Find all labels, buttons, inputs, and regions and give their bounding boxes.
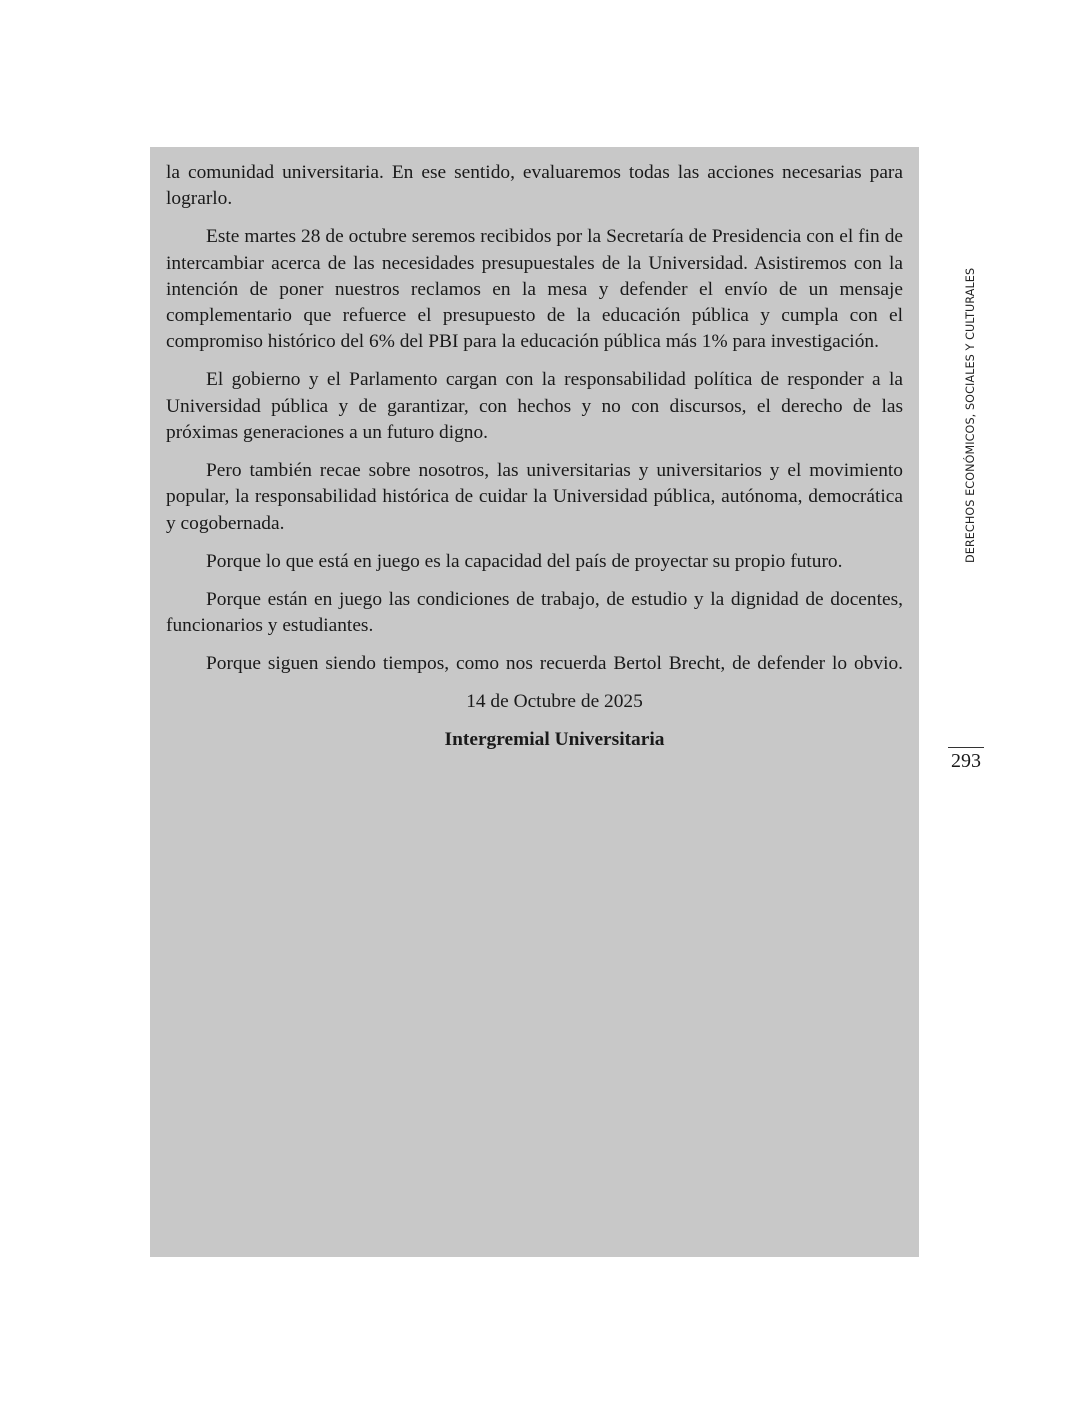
- document-signature: Intergremial Universitaria: [444, 728, 665, 750]
- page-number-rule: [948, 747, 984, 748]
- section-title: DERECHOS ECONÓMICOS, SOCIALES Y CULTURALES: [964, 267, 977, 563]
- document-date: 14 de Octubre de 2025: [466, 690, 643, 712]
- paragraph-3: El gobierno y el Parlamento cargan con la responsabilidad política de responder a la Universidad pública y de garantizar, con hechos y no con discursos, el derecho de las próximas generaciones a un futuro digno.: [166, 369, 903, 444]
- paragraph-7: Porque siguen siendo tiempos, como nos recuerda Bertol Brecht, de defender lo obvio.: [206, 652, 903, 674]
- paragraph-5: Porque lo que está en juego es la capacidad del país de proyectar su propio futuro.: [206, 550, 843, 572]
- page-number: 293: [951, 750, 981, 772]
- paragraph-2: Este martes 28 de octubre seremos recibidos por la Secretaría de Presidencia con el fin de intercambiar acerca de las necesidades presupuestales de la Universidad. Asistiremos con la intención de poner nuestros reclamos en la mesa y defender el envío de un mensaje complementario que refuerce el presupuesto de la educación pública y cumpla con el compromiso histórico del 6% del PBI para la educación pública más 1% para investigación.: [166, 226, 903, 353]
- document-body: [166, 160, 903, 765]
- paragraph-1: la comunidad universitaria. En ese sentido, evaluaremos todas las acciones necesarias para lograrlo.: [166, 162, 903, 210]
- paragraph-6: Porque están en juego las condiciones de trabajo, de estudio y la dignidad de docentes, funcionarios y estudiantes.: [166, 588, 903, 636]
- paragraph-4: Pero también recae sobre nosotros, las universitarias y universitarios y el movimiento popular, la responsabilidad histórica de cuidar la Universidad pública, autónoma, democrática y cogobernada.: [166, 460, 903, 534]
